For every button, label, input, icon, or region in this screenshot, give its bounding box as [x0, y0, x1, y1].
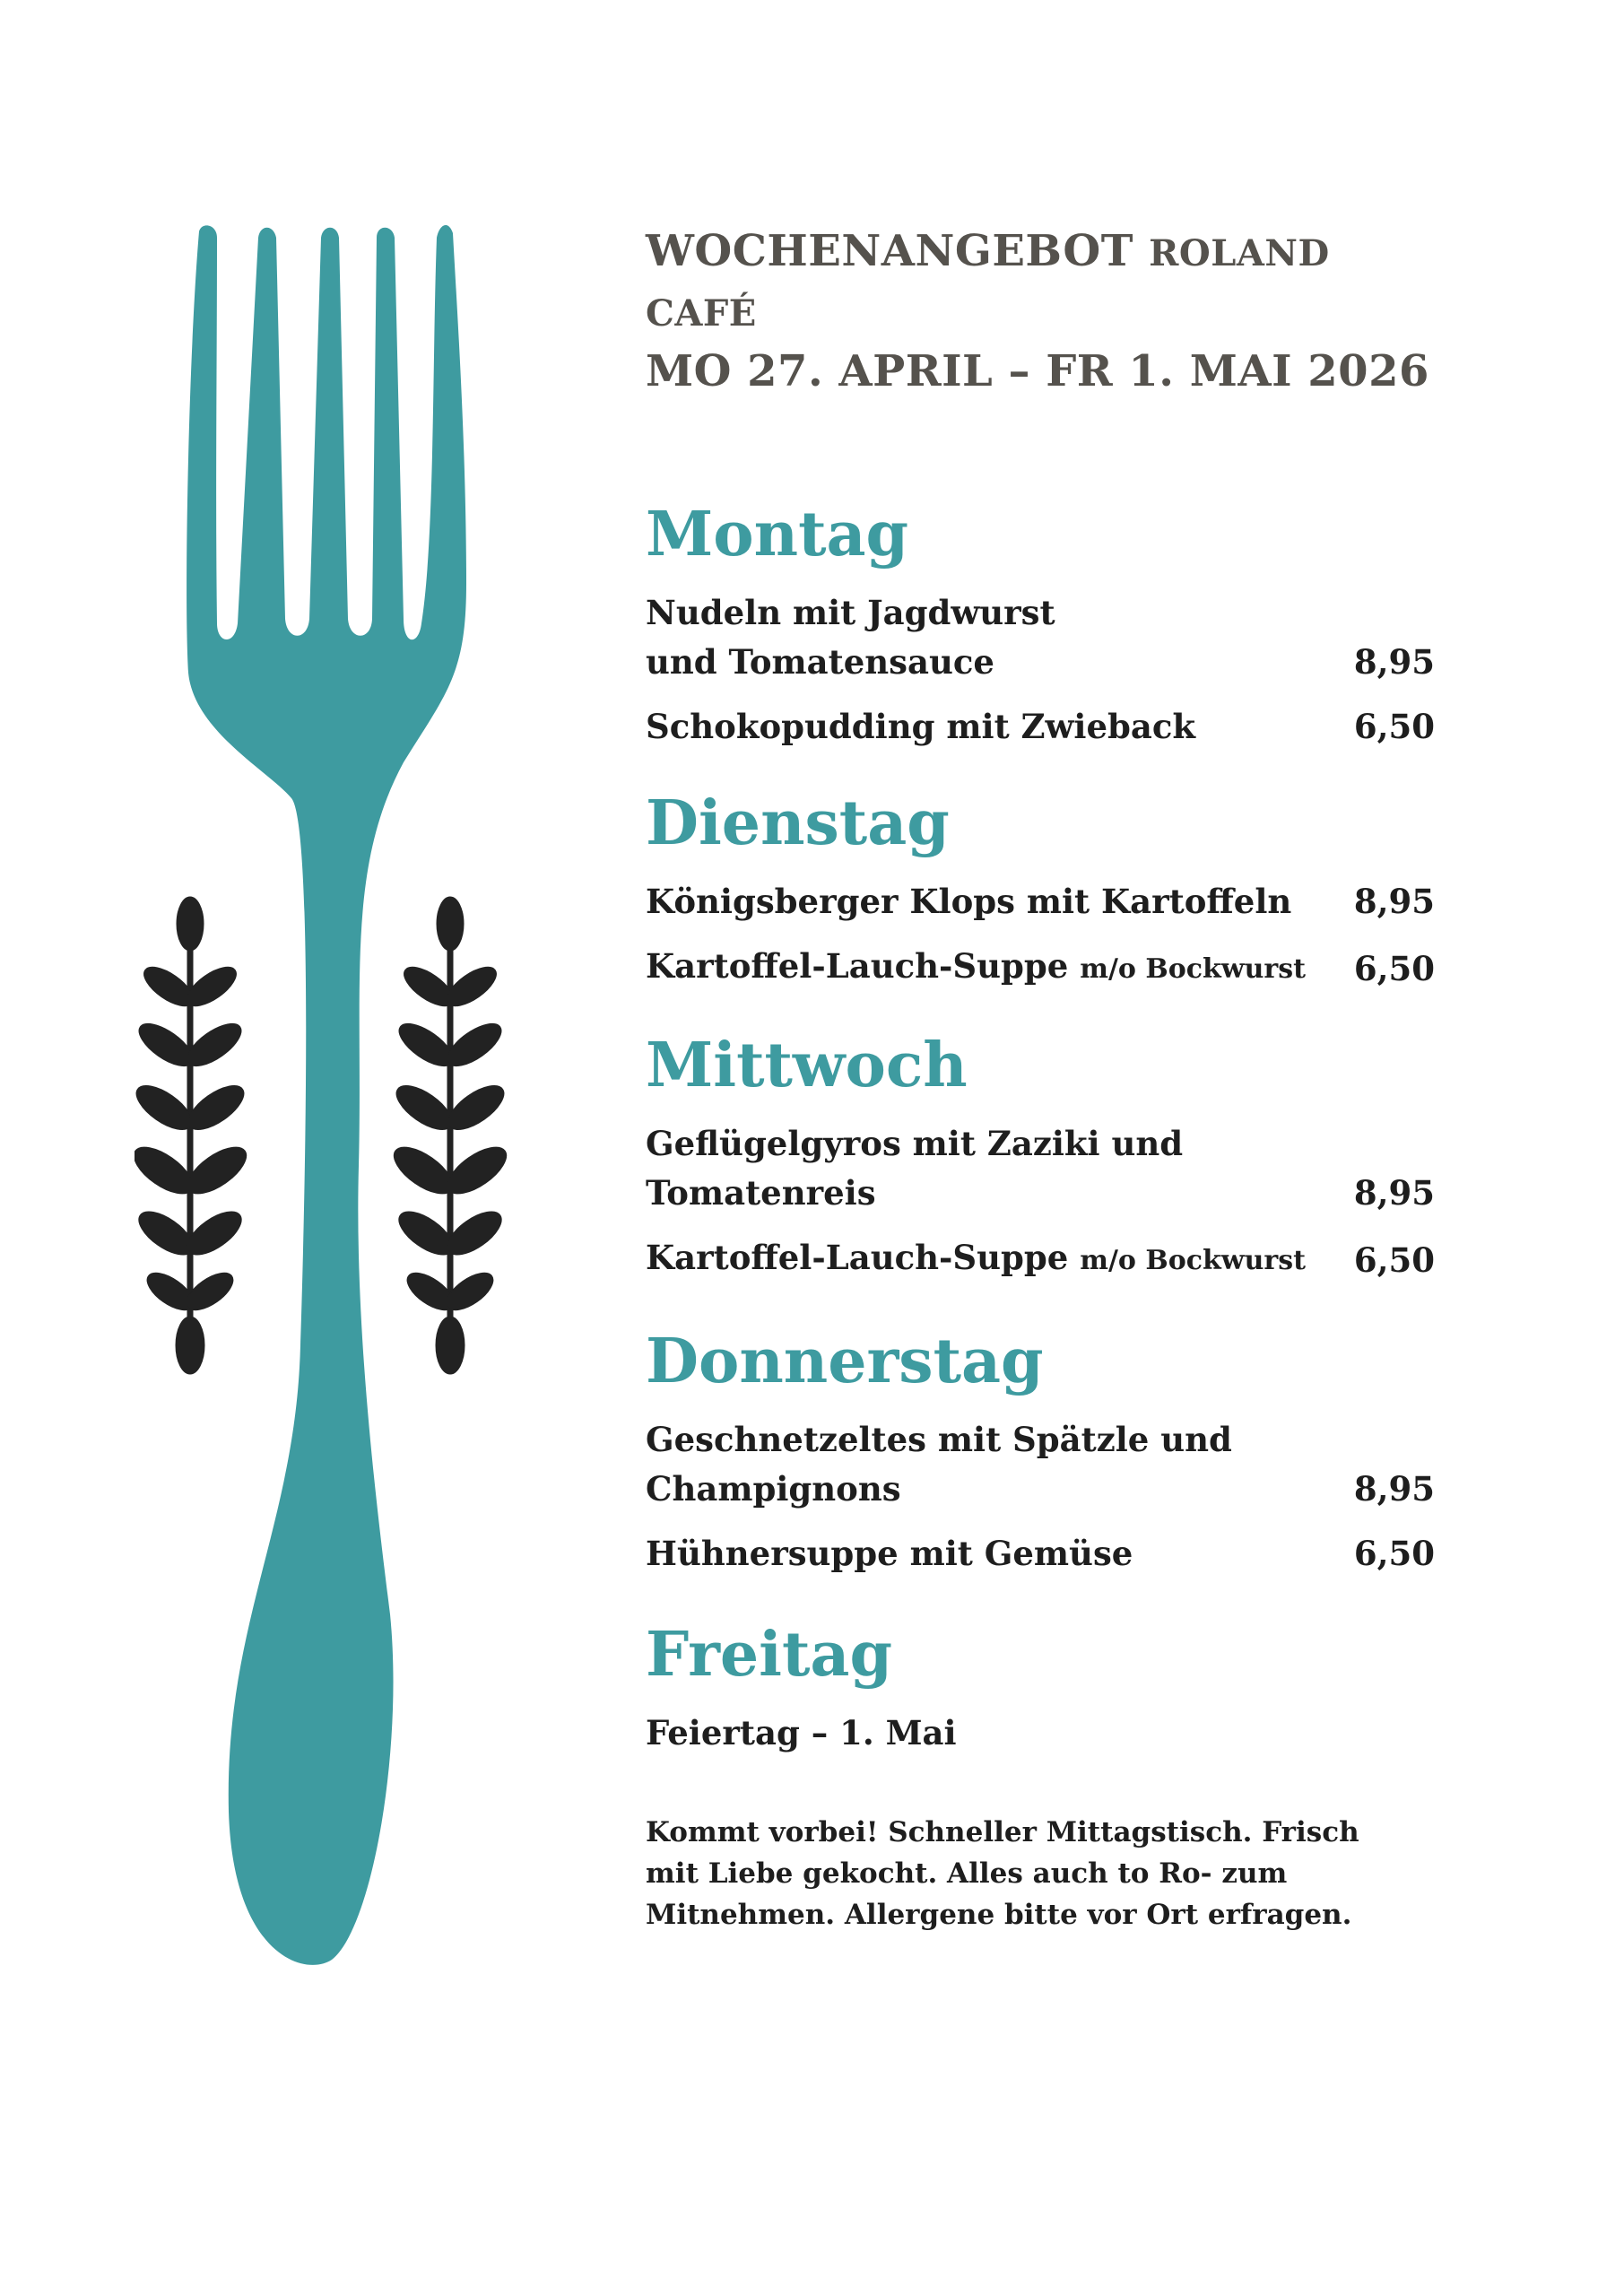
menu-item-text: Kartoffel-Lauch-Suppe: [646, 1238, 1069, 1277]
menu-item: [646, 1233, 1435, 1285]
menu-item-text: Geflügelgyros mit Zaziki und Tomatenreis: [646, 1124, 1184, 1213]
menu-item-text: Hühnersuppe mit Gemüse: [646, 1534, 1133, 1573]
menu-item: [646, 942, 1435, 994]
menu-item-name: [646, 877, 1291, 926]
menu-item: [646, 702, 1435, 752]
day-section: [646, 1326, 1435, 1578]
menu-item: [646, 1529, 1435, 1578]
day-section: [646, 787, 1435, 994]
day-section: [646, 1619, 1435, 1758]
menu-item-name: [646, 1119, 1183, 1218]
menu-item-text: Nudeln mit Jagdwurst und Tomatensauce: [646, 593, 1055, 682]
menu-item-name: [646, 942, 1306, 994]
day-title: Dienstag: [646, 787, 950, 859]
title-sub: ROLAND CAFÉ: [646, 232, 1330, 335]
menu-item-note: m/o Bockwurst: [1080, 1245, 1306, 1276]
menu-item: [646, 877, 1435, 926]
date-range: MO 27. APRIL – FR 1. MAI 2026: [646, 346, 1429, 396]
menu-item-price: 6,50: [1353, 1240, 1435, 1280]
menu-item-text: Feiertag – 1. Mai: [646, 1713, 957, 1752]
menu-item-price: 8,95: [1353, 1173, 1435, 1213]
sprig-icon-left: [135, 897, 254, 1374]
menu-item-text: Kartoffel-Lauch-Suppe: [646, 946, 1069, 986]
page-title: [646, 222, 1435, 343]
day-section: [646, 499, 1435, 752]
menu-item: [646, 588, 1435, 687]
day-title: Montag: [646, 499, 909, 570]
title-main: WOCHENANGEBOT: [646, 226, 1133, 276]
menu-header: [646, 222, 1435, 400]
days-list: [646, 499, 1435, 1758]
menu-content: [646, 222, 1435, 1935]
day-title: Mittwoch: [646, 1030, 968, 1101]
menu-item-text: Geschnetzeltes mit Spätzle und Champignons: [646, 1420, 1232, 1509]
fork-illustration: [135, 224, 511, 2018]
menu-item-name: [646, 588, 1055, 687]
menu-item: [646, 1119, 1435, 1218]
menu-item-price: 6,50: [1353, 1534, 1435, 1573]
menu-item-price: 8,95: [1353, 1469, 1435, 1509]
menu-item-name: [646, 1709, 957, 1758]
day-section: [646, 1030, 1435, 1285]
menu-item-name: [646, 702, 1195, 752]
menu-item-price: 6,50: [1353, 949, 1435, 988]
menu-item-price: 6,50: [1353, 707, 1435, 746]
menu-item-name: [646, 1415, 1232, 1514]
menu-item: [646, 1415, 1435, 1514]
menu-item: [646, 1709, 1435, 1758]
sprig-icon-right: [386, 897, 511, 1374]
menu-item-text: Königsberger Klops mit Kartoffeln: [646, 882, 1292, 921]
menu-item-name: [646, 1529, 1133, 1578]
menu-item-note: m/o Bockwurst: [1080, 953, 1306, 985]
menu-item-text: Schokopudding mit Zwieback: [646, 707, 1196, 746]
menu-item-price: 8,95: [1353, 882, 1435, 921]
day-title: Freitag: [646, 1619, 893, 1691]
menu-item-name: [646, 1233, 1306, 1285]
footer-note: Kommt vorbei! Schneller Mittagstisch. Frisch mit Liebe gekocht. Alles auch to Ro- zum Mitnehmen. Allergene bitte vor Ort erfragen.: [646, 1816, 1359, 1931]
menu-item-price: 8,95: [1353, 642, 1435, 682]
day-title: Donnerstag: [646, 1326, 1044, 1397]
